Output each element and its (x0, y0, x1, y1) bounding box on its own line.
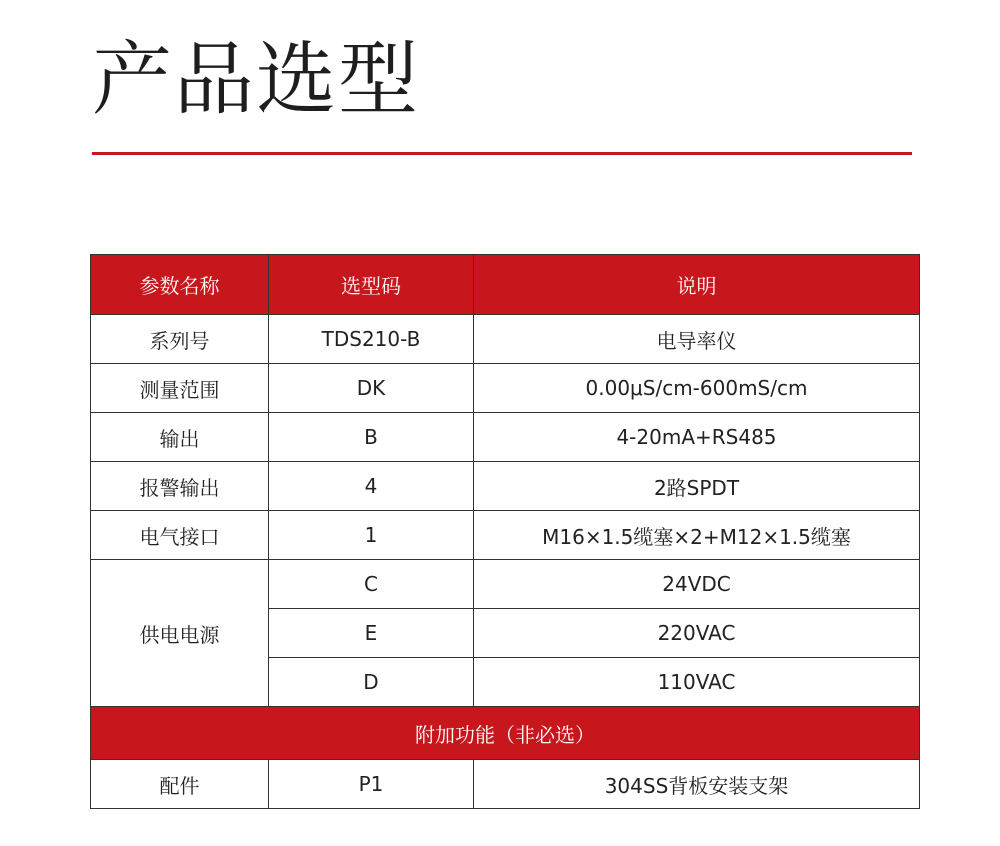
desc-cell: 电导率仪 (474, 315, 920, 364)
table-row (91, 413, 920, 462)
selection-table (90, 254, 920, 809)
addon-header: 附加功能（非必选） (91, 707, 920, 760)
desc-cell: M16×1.5缆塞×2+M12×1.5缆塞 (474, 511, 920, 560)
code-cell: 1 (269, 511, 474, 560)
param-cell: 配件 (91, 760, 269, 809)
code-cell: 4 (269, 462, 474, 511)
desc-cell: 24VDC (474, 560, 920, 609)
param-cell: 输出 (91, 413, 269, 462)
param-cell: 电气接口 (91, 511, 269, 560)
param-cell-power: 供电电源 (91, 560, 269, 707)
desc-cell: 220VAC (474, 609, 920, 658)
code-cell: E (269, 609, 474, 658)
param-cell: 测量范围 (91, 364, 269, 413)
table-row (91, 560, 920, 609)
param-cell: 报警输出 (91, 462, 269, 511)
table-header-row (91, 255, 920, 315)
addon-header-row (91, 707, 920, 760)
table-row (91, 315, 920, 364)
param-cell: 系列号 (91, 315, 269, 364)
code-cell: B (269, 413, 474, 462)
title-divider (92, 152, 912, 155)
header-param: 参数名称 (91, 255, 269, 315)
code-cell: TDS210-B (269, 315, 474, 364)
desc-cell: 304SS背板安装支架 (474, 760, 920, 809)
desc-cell: 110VAC (474, 658, 920, 707)
table-row (91, 462, 920, 511)
table-row (91, 760, 920, 809)
page-title: 产品选型 (92, 33, 420, 126)
desc-cell: 0.00μS/cm-600mS/cm (474, 364, 920, 413)
code-cell: P1 (269, 760, 474, 809)
desc-cell: 2路SPDT (474, 462, 920, 511)
code-cell: DK (269, 364, 474, 413)
desc-cell: 4-20mA+RS485 (474, 413, 920, 462)
table-row (91, 364, 920, 413)
code-cell: C (269, 560, 474, 609)
header-desc: 说明 (474, 255, 920, 315)
code-cell: D (269, 658, 474, 707)
header-code: 选型码 (269, 255, 474, 315)
table-row (91, 511, 920, 560)
